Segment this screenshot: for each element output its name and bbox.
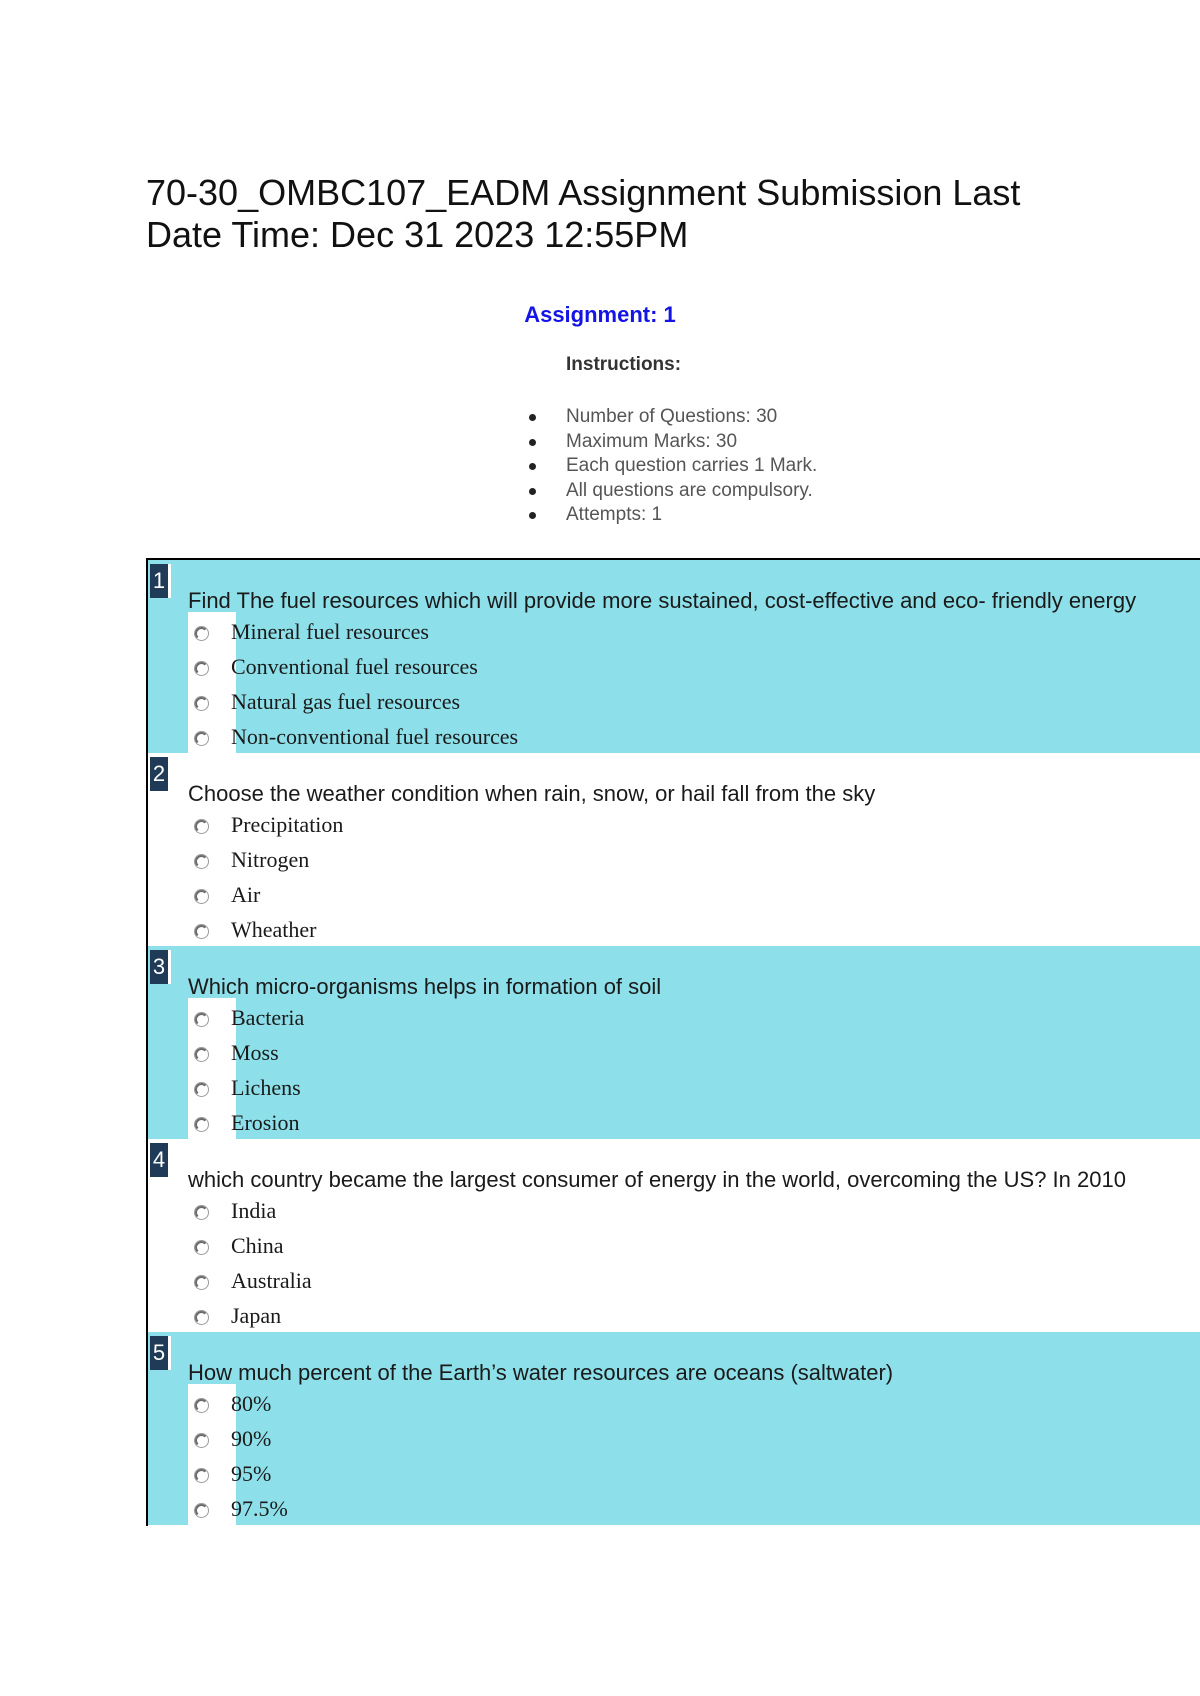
answer-option[interactable] — [188, 615, 1188, 650]
radio-button[interactable] — [194, 1117, 209, 1132]
radio-button[interactable] — [194, 696, 209, 711]
answer-option[interactable] — [188, 1106, 1188, 1141]
question-4 — [148, 1139, 1200, 1332]
radio-button[interactable] — [194, 1310, 209, 1325]
radio-button[interactable] — [194, 1012, 209, 1027]
answer-option[interactable] — [188, 1422, 1188, 1457]
answer-option[interactable] — [188, 1001, 1188, 1036]
instructions-label: Instructions: — [566, 354, 682, 375]
question-5 — [148, 1332, 1200, 1525]
page-title-line-1: 70-30_OMBC107_EADM Assignment Submission Last — [146, 172, 1021, 213]
answer-label: Conventional fuel resources — [231, 654, 478, 679]
question-number-badge: 1 — [150, 564, 171, 598]
answer-options — [188, 615, 1188, 755]
radio-button[interactable] — [194, 1275, 209, 1290]
radio-button[interactable] — [194, 1468, 209, 1483]
answer-option[interactable] — [188, 843, 1188, 878]
instruction-item — [524, 479, 817, 504]
radio-button[interactable] — [194, 1047, 209, 1062]
question-list — [146, 558, 1200, 1526]
bullet-icon — [529, 414, 536, 421]
answer-option[interactable] — [188, 685, 1188, 720]
answer-option[interactable] — [188, 1492, 1188, 1527]
answer-option[interactable] — [188, 650, 1188, 685]
answer-label: Erosion — [231, 1110, 300, 1135]
radio-button[interactable] — [194, 661, 209, 676]
question-text: Which micro-organisms helps in formation of soil — [188, 974, 662, 999]
bullet-icon — [529, 463, 536, 470]
question-number-badge: 5 — [150, 1336, 171, 1370]
instructions-list — [524, 405, 817, 528]
answer-label: 90% — [231, 1426, 272, 1451]
answer-label: Precipitation — [231, 812, 344, 837]
answer-label: Nitrogen — [231, 847, 310, 872]
radio-button[interactable] — [194, 1240, 209, 1255]
answer-label: Air — [231, 882, 261, 907]
answer-options — [188, 1387, 1188, 1527]
question-number-badge: 2 — [150, 757, 171, 791]
radio-button[interactable] — [194, 1503, 209, 1518]
answer-options — [188, 1194, 1188, 1334]
question-3 — [148, 946, 1200, 1139]
radio-button[interactable] — [194, 924, 209, 939]
answer-option[interactable] — [188, 1194, 1188, 1229]
instruction-text: Each question carries 1 Mark. — [566, 455, 818, 476]
question-text: Find The fuel resources which will provide more sustained, cost-effective and eco- friendly energy — [188, 588, 1137, 613]
radio-button[interactable] — [194, 854, 209, 869]
question-text: which country became the largest consumer of energy in the world, overcoming the US? In 2010 — [188, 1167, 1126, 1192]
instruction-item — [524, 503, 817, 528]
bullet-icon — [529, 488, 536, 495]
answer-label: 80% — [231, 1391, 272, 1416]
radio-button[interactable] — [194, 1433, 209, 1448]
instruction-text: All questions are compulsory. — [566, 479, 813, 501]
question-text: How much percent of the Earth’s water resources are oceans (saltwater) — [188, 1360, 894, 1385]
answer-option[interactable] — [188, 1457, 1188, 1492]
page-title-line-2: Date Time: Dec 31 2023 12:55PM — [146, 214, 689, 255]
bullet-icon — [529, 439, 536, 446]
answer-option[interactable] — [188, 1387, 1188, 1422]
radio-button[interactable] — [194, 626, 209, 641]
answer-option[interactable] — [188, 1299, 1188, 1334]
instruction-item — [524, 454, 817, 479]
answer-option[interactable] — [188, 808, 1188, 843]
answer-label: China — [231, 1233, 284, 1258]
answer-label: 95% — [231, 1461, 272, 1486]
instruction-text: Attempts: 1 — [566, 504, 663, 525]
answer-label: India — [231, 1198, 277, 1223]
question-1 — [148, 560, 1200, 753]
instruction-item — [524, 405, 817, 430]
answer-label: Natural gas fuel resources — [231, 689, 461, 714]
answer-option[interactable] — [188, 1229, 1188, 1264]
answer-option[interactable] — [188, 913, 1188, 948]
radio-button[interactable] — [194, 889, 209, 904]
answer-label: Japan — [231, 1303, 282, 1328]
assignment-heading: Assignment: 1 — [524, 302, 676, 327]
answer-label: Non-conventional fuel resources — [231, 724, 519, 749]
answer-label: 97.5% — [231, 1496, 288, 1521]
answer-label: Mineral fuel resources — [231, 619, 429, 644]
question-2 — [148, 753, 1200, 946]
radio-button[interactable] — [194, 819, 209, 834]
answer-options — [188, 1001, 1188, 1141]
question-text: Choose the weather condition when rain, snow, or hail fall from the sky — [188, 781, 876, 806]
radio-button[interactable] — [194, 1205, 209, 1220]
bullet-icon — [529, 512, 536, 519]
question-number-badge: 4 — [150, 1143, 171, 1177]
answer-option[interactable] — [188, 720, 1188, 755]
answer-options — [188, 808, 1188, 948]
answer-label: Australia — [231, 1268, 312, 1293]
radio-button[interactable] — [194, 1082, 209, 1097]
radio-button[interactable] — [194, 731, 209, 746]
answer-option[interactable] — [188, 878, 1188, 913]
answer-label: Lichens — [231, 1075, 301, 1100]
page-title — [146, 172, 1046, 256]
answer-option[interactable] — [188, 1071, 1188, 1106]
radio-button[interactable] — [194, 1398, 209, 1413]
answer-label: Bacteria — [231, 1005, 305, 1030]
answer-label: Wheather — [231, 917, 317, 942]
answer-label: Moss — [231, 1040, 279, 1065]
instruction-item — [524, 430, 817, 455]
answer-option[interactable] — [188, 1036, 1188, 1071]
instruction-text: Maximum Marks: 30 — [566, 430, 738, 452]
instruction-text: Number of Questions: 30 — [566, 406, 778, 427]
answer-option[interactable] — [188, 1264, 1188, 1299]
question-number-badge: 3 — [150, 950, 171, 984]
